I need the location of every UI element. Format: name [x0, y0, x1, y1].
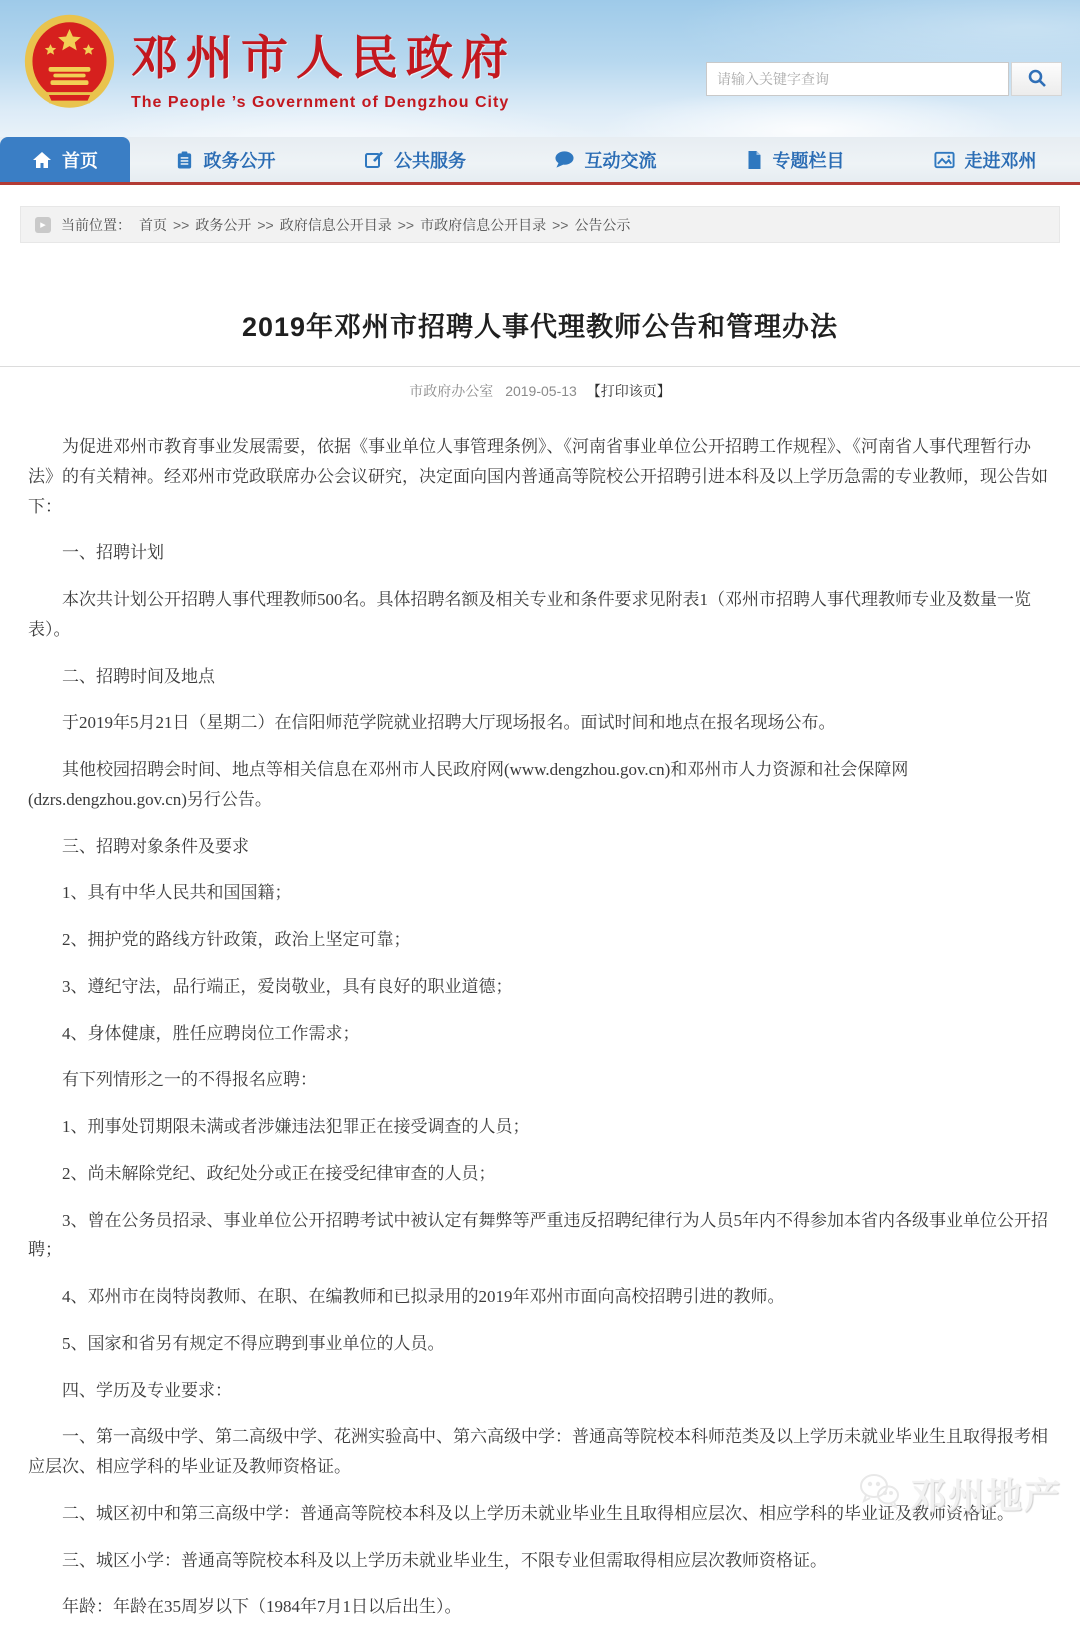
breadcrumb-separator: >>	[397, 216, 415, 233]
breadcrumb-link-2[interactable]: 政务公开	[195, 216, 252, 233]
article-paragraph: 一、招聘计划	[62, 543, 164, 563]
article-paragraph: 一、第一高级中学、第二高级中学、花洲实验高中、第六高级中学：普通高等院校本科师范类及以上学历未就业毕业生且取得报考相应层次、相应学科的毕业证及教师资格证。	[28, 1427, 1048, 1476]
article-paragraph: 二、城区初中和第三高级中学：普通高等院校本科及以上学历未就业毕业生且取得相应层次、相应学科的毕业证及教师资格证。	[62, 1503, 1014, 1523]
article-title: 2019年邓州市招聘人事代理教师公告和管理办法	[241, 312, 839, 342]
article-paragraph: 其他校园招聘会时间、地点等相关信息在邓州市人民政府网(www.dengzhou.gov.cn)和邓州市人力资源和社会保障网(dzrs.dengzhou.gov.cn)另行公告。	[28, 760, 909, 809]
watermark-text: 邓州地产	[909, 1475, 1062, 1516]
breadcrumb	[20, 206, 1060, 243]
nav-item-label: 政务公开	[203, 150, 276, 171]
search-button[interactable]	[1011, 62, 1062, 96]
article-paragraph: 2、拥护党的路线方针政策，政治上坚定可靠；	[62, 930, 411, 949]
edit-icon	[364, 150, 384, 170]
article	[0, 305, 1080, 1652]
breadcrumb-link-1[interactable]: 首页	[139, 216, 167, 233]
search-area	[706, 62, 1062, 96]
nav-item-label: 走进邓州	[964, 150, 1037, 171]
article-paragraph: 5、国家和省另有规定不得应聘到事业单位的人员。	[62, 1333, 445, 1353]
clipboard-icon	[175, 150, 194, 170]
title-divider	[0, 366, 1080, 367]
image-icon	[934, 151, 955, 169]
national-emblem-logo	[22, 12, 117, 120]
article-paragraph: 三、城区小学：普通高等院校本科及以上学历未就业毕业生，不限专业但需取得相应层次教师资格证。	[62, 1550, 827, 1570]
chat-icon	[554, 150, 575, 169]
article-paragraph: 1、刑事处罚期限未满或者涉嫌违法犯罪正在接受调查的人员；	[62, 1117, 530, 1136]
nav-item-4[interactable]	[510, 137, 700, 182]
article-date: 2019-05-13	[505, 383, 577, 399]
article-paragraph: 2、尚未解除党纪、政纪处分或正在接受纪律审查的人员；	[62, 1163, 496, 1183]
breadcrumb-links	[139, 215, 630, 235]
nav-item-label: 公共服务	[394, 150, 466, 171]
article-meta	[0, 381, 1080, 401]
nav-item-1[interactable]	[0, 137, 130, 182]
article-paragraph: 本次共计划公开招聘人事代理教师500名。具体招聘名额及相关专业和条件要求见附表1（邓州市招聘人事代理教师专业及数量一览表）。	[28, 590, 1031, 639]
breadcrumb-label: 当前位置：	[61, 216, 131, 233]
home-icon	[32, 150, 52, 170]
breadcrumb-link-4[interactable]: 市政府信息公开目录	[420, 216, 547, 233]
article-paragraph: 年龄：年龄在35周岁以下（1984年7月1日以后出生）。	[62, 1597, 462, 1617]
article-paragraph: 1、具有中华人民共和国国籍；	[62, 883, 292, 903]
article-paragraph: 为促进邓州市教育事业发展需要，依据《事业单位人事管理条例》、《河南省事业单位公开招聘工作规程》、《河南省人事代理暂行办法》的有关精神。经邓州市党政联席办公会议研究，决定面向国内普通高等院校公开招聘引进本科及以上学历急需的专业教师，现公告如下：	[28, 437, 1048, 516]
nav-item-5[interactable]	[700, 137, 890, 182]
nav-item-label: 专题栏目	[772, 150, 845, 171]
search-input[interactable]	[706, 62, 1009, 96]
breadcrumb-link-3[interactable]: 政府信息公开目录	[279, 216, 392, 233]
article-paragraph: 3、曾在公务员招录、事业单位公开招聘考试中被认定有舞弊等严重违反招聘纪律行为人员5年内不得参加本省内各级事业单位公开招聘；	[28, 1210, 1048, 1260]
breadcrumb-separator: >>	[257, 216, 274, 233]
article-paragraph: 3、遵纪守法，品行端正，爱岗敬业，具有良好的职业道德；	[62, 976, 513, 996]
breadcrumb-link-5[interactable]: 公告公示	[574, 216, 631, 233]
article-body	[0, 401, 1080, 1622]
article-paragraph: 4、身体健康，胜任应聘岗位工作需求；	[62, 1023, 360, 1043]
article-paragraph: 四、学历及专业要求：	[62, 1380, 232, 1400]
article-source: 市政府办公室	[409, 383, 494, 399]
breadcrumb-separator: >>	[173, 216, 190, 233]
breadcrumb-arrow-icon: ▸	[35, 217, 51, 233]
site-title: 邓州市人民政府	[131, 32, 516, 85]
nav-item-2[interactable]	[130, 137, 320, 182]
brand	[22, 12, 516, 120]
article-paragraph: 有下列情形之一的不得报名应聘：	[62, 1070, 317, 1090]
nav-item-6[interactable]	[890, 137, 1080, 182]
nav-item-label: 首页	[62, 150, 98, 171]
article-paragraph: 三、招聘对象条件及要求	[62, 836, 249, 856]
document-icon	[746, 150, 763, 170]
article-paragraph: 4、邓州市在岗特岗教师、在职、在编教师和已拟录用的2019年邓州市面向高校招聘引进的教师。	[62, 1287, 785, 1306]
main-nav	[0, 137, 1080, 185]
print-page-link[interactable]: 【打印该页】	[586, 383, 671, 399]
breadcrumb-separator: >>	[552, 216, 569, 233]
nav-item-3[interactable]	[320, 137, 510, 182]
nav-item-label: 互动交流	[584, 150, 657, 171]
search-icon	[1027, 68, 1047, 91]
article-paragraph: 二、招聘时间及地点	[62, 666, 215, 686]
article-paragraph: 于2019年5月21日（星期二）在信阳师范学院就业招聘大厅现场报名。面试时间和地点在报名现场公布。	[62, 713, 836, 733]
site-header	[0, 0, 1080, 137]
site-subtitle: The People ’s Government of Dengzhou City	[131, 93, 510, 111]
